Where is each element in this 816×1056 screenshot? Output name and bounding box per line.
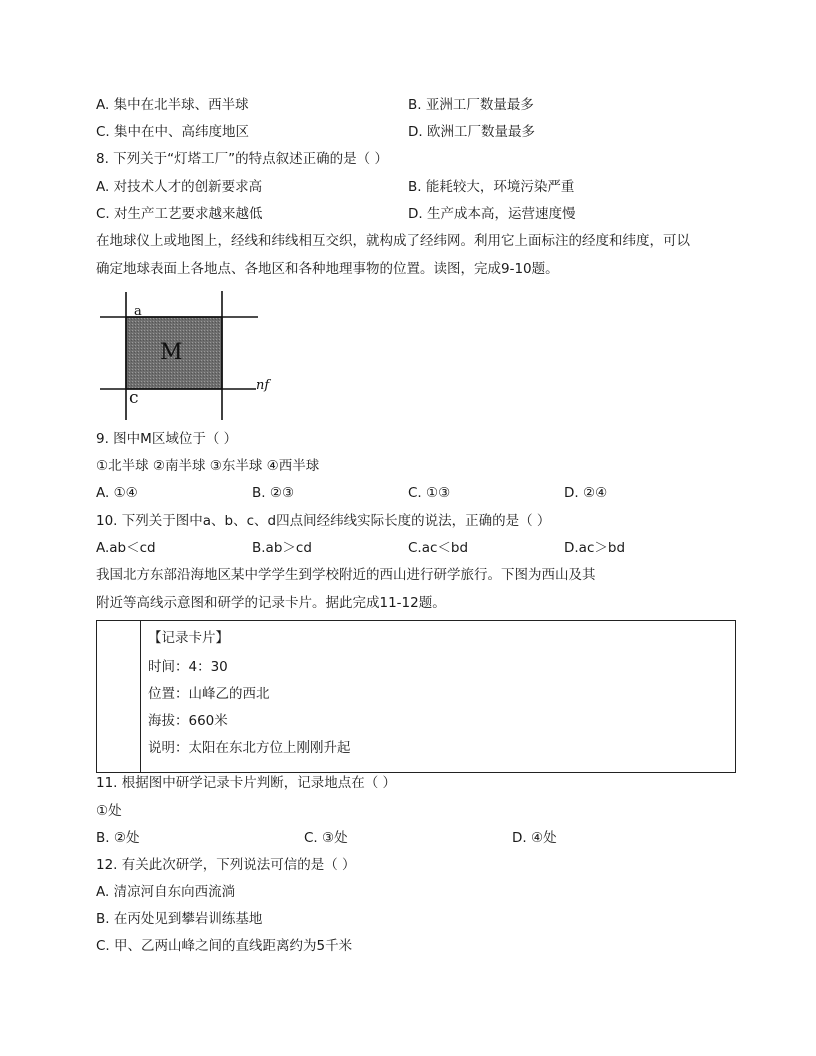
q12-stem: 12. 有关此次研学，下列说法可信的是（ ） [96, 857, 356, 873]
q9-stem: 9. 图中M区域位于（ ） [96, 431, 238, 447]
q10-option-a: A.ab＜cd [96, 540, 156, 556]
q12-option-b: B. 在丙处见到攀岩训练基地 [96, 911, 263, 927]
record-card-note: 说明：太阳在东北方位上刚刚升起 [148, 740, 351, 756]
q9-option-c: C. ①③ [408, 485, 451, 501]
intro-11-12-line1: 我国北方东部沿海地区某中学学生到学校附近的西山进行研学旅行。下图为西山及其 [96, 567, 596, 583]
q11-option-d: D. ④处 [512, 830, 557, 846]
record-card-time: 时间：4：30 [148, 659, 228, 675]
q8-option-d: D. 生产成本高，运营速度慢 [408, 206, 576, 222]
q8-option-a: A. 对技术人才的创新要求高 [96, 179, 263, 195]
edge-label: nf [256, 378, 270, 393]
record-card-altitude: 海拔：660米 [148, 713, 228, 729]
graticule-figure [96, 288, 270, 424]
region-label-m: M [160, 340, 183, 365]
q11-option-c: C. ③处 [304, 830, 348, 846]
q8-option-c: C. 对生产工艺要求越来越低 [96, 206, 263, 222]
q7-option-a: A. 集中在北半球、西半球 [96, 97, 249, 113]
q8-stem: 8. 下列关于“灯塔工厂”的特点叙述正确的是（ ） [96, 151, 388, 167]
q12-option-c: C. 甲、乙两山峰之间的直线距离约为5千米 [96, 938, 353, 954]
q11-option-a: ①处 [96, 803, 122, 819]
record-card-title: 【记录卡片】 [148, 630, 229, 646]
intro-9-10-line2: 确定地球表面上各地点、各地区和各种地理事物的位置。读图，完成9-10题。 [96, 261, 559, 277]
record-card-divider [140, 621, 141, 772]
point-label-c: c [129, 388, 139, 408]
q7-option-d: D. 欧洲工厂数量最多 [408, 124, 535, 140]
q10-option-b: B.ab＞cd [252, 540, 312, 556]
q7-option-b: B. 亚洲工厂数量最多 [408, 97, 534, 113]
q12-option-a: A. 清凉河自东向西流淌 [96, 884, 236, 900]
q8-option-b: B. 能耗较大，环境污染严重 [408, 179, 575, 195]
q10-stem: 10. 下列关于图中a、b、c、d四点间经纬线实际长度的说法，正确的是（ ） [96, 513, 551, 529]
intro-11-12-line2: 附近等高线示意图和研学的记录卡片。据此完成11-12题。 [96, 595, 446, 611]
q10-option-c: C.ac＜bd [408, 540, 469, 556]
q7-option-c: C. 集中在中、高纬度地区 [96, 124, 250, 140]
intro-9-10-line1: 在地球仪上或地图上，经线和纬线相互交织，就构成了经纬网。利用它上面标注的经度和纬度，可以 [96, 233, 690, 249]
q9-option-b: B. ②③ [252, 485, 295, 501]
q9-choices: ①北半球 ②南半球 ③东半球 ④西半球 [96, 458, 320, 474]
record-card [96, 620, 736, 773]
q11-stem: 11. 根据图中研学记录卡片判断，记录地点在（ ） [96, 775, 397, 791]
q9-option-d: D. ②④ [564, 485, 608, 501]
record-card-location: 位置：山峰乙的西北 [148, 686, 270, 702]
q10-option-d: D.ac＞bd [564, 540, 626, 556]
point-label-a: a [134, 304, 142, 319]
q11-option-b: B. ②处 [96, 830, 140, 846]
q9-option-a: A. ①④ [96, 485, 138, 501]
